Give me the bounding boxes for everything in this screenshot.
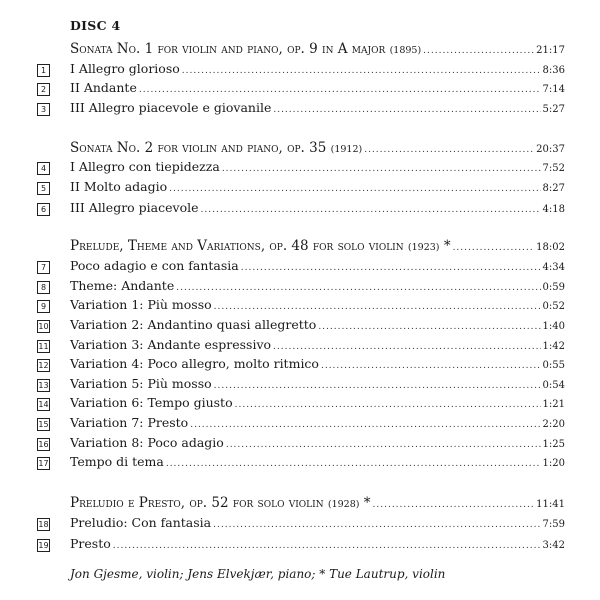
track-duration: 0:54 (542, 380, 565, 391)
track-title: I Allegro con tiepidezza (70, 159, 220, 174)
track-number: 10 (38, 322, 49, 331)
dot-leader (182, 66, 541, 76)
dot-leader (166, 459, 541, 469)
track-number: 17 (38, 459, 49, 468)
track-duration: 0:55 (542, 360, 565, 371)
work-duration: 20:37 (536, 144, 565, 155)
dot-leader (214, 381, 541, 391)
track-number: 15 (38, 420, 49, 429)
track-duration: 1:21 (542, 399, 565, 410)
track-title: Poco adagio e con fantasia (70, 258, 239, 273)
track-row (70, 61, 565, 79)
dot-leader (373, 500, 535, 510)
track-number: 12 (38, 361, 49, 370)
track-number: 8 (37, 281, 50, 294)
track-title: Theme: Andante (70, 278, 175, 293)
track-title: Variation 5: Più mosso (70, 376, 212, 391)
track-duration: 1:25 (542, 439, 565, 450)
track-duration: 1:42 (542, 341, 565, 352)
work-duration: 21:17 (536, 45, 565, 56)
dot-leader (235, 400, 541, 410)
dot-leader (364, 145, 534, 155)
dot-leader (453, 243, 535, 253)
dot-leader (321, 361, 541, 371)
work-heading (70, 238, 565, 256)
track-row (70, 337, 565, 355)
track-number: 16 (38, 440, 49, 449)
track-row (70, 80, 565, 98)
track-number: 9 (37, 300, 50, 313)
track-duration: 5:27 (542, 104, 565, 115)
track-row (70, 356, 565, 374)
dot-leader (213, 520, 540, 530)
track-row (70, 297, 565, 315)
track-row (70, 159, 565, 177)
dot-leader (318, 322, 540, 332)
track-title: III Allegro piacevole e giovanile (70, 100, 272, 115)
dot-leader (222, 164, 541, 174)
track-row (70, 278, 565, 296)
track-title: Variation 4: Poco allegro, molto ritmico (70, 356, 319, 371)
track-duration: 7:59 (542, 519, 565, 530)
track-duration: 1:40 (542, 321, 565, 332)
track-duration: 3:42 (542, 540, 565, 551)
track-title: II Molto adagio (70, 179, 168, 194)
work-title: Preludio e Presto, op. 52 for solo violin (1928) * (70, 495, 371, 511)
track-row (70, 454, 565, 472)
track-title: Variation 8: Poco adagio (70, 435, 224, 450)
track-title: Variation 6: Tempo giusto (70, 395, 233, 410)
track-duration: 0:59 (542, 282, 565, 293)
work-title: Sonata No. 2 for violin and piano, op. 35 (1912) (70, 140, 363, 156)
track-number: 1 (37, 64, 50, 77)
dot-leader (169, 184, 540, 194)
track-row (70, 317, 565, 335)
track-row (70, 179, 565, 197)
track-row (70, 515, 565, 533)
dot-leader (241, 263, 541, 273)
track-title: Preludio: Con fantasia (70, 515, 212, 530)
track-number: 6 (37, 203, 50, 216)
disc-label: DISC 4 (70, 18, 121, 33)
track-number: 4 (37, 162, 50, 175)
track-title: I Allegro glorioso (70, 61, 180, 76)
track-title: III Allegro piacevole (70, 200, 199, 215)
track-row (70, 415, 565, 433)
track-number: 3 (37, 103, 50, 116)
dot-leader (190, 420, 540, 430)
track-number: 18 (38, 520, 49, 529)
track-number: 7 (37, 261, 50, 274)
dot-leader (226, 440, 541, 450)
track-number: 13 (38, 381, 49, 390)
track-duration: 0:52 (542, 301, 565, 312)
work-heading (70, 41, 565, 59)
dot-leader (139, 85, 541, 95)
track-number: 14 (38, 400, 49, 409)
track-row (70, 536, 565, 554)
work-duration: 11:41 (536, 499, 565, 510)
track-number: 19 (38, 541, 49, 550)
track-row (70, 258, 565, 276)
track-title: Variation 7: Presto (70, 415, 189, 430)
work-heading (70, 495, 565, 513)
dot-leader (201, 205, 541, 215)
track-duration: 1:20 (542, 458, 565, 469)
track-duration: 2:20 (542, 419, 565, 430)
dot-leader (273, 105, 540, 115)
dot-leader (273, 342, 540, 352)
track-number: 11 (38, 342, 49, 351)
track-title: Presto (70, 536, 111, 551)
dot-leader (423, 46, 534, 56)
track-row (70, 100, 565, 118)
dot-leader (214, 302, 541, 312)
track-row (70, 395, 565, 413)
track-number: 5 (37, 182, 50, 195)
track-duration: 4:34 (542, 262, 565, 273)
track-row (70, 200, 565, 218)
track-title: II Andante (70, 80, 137, 95)
track-title: Variation 2: Andantino quasi allegretto (70, 317, 317, 332)
dot-leader (176, 283, 540, 293)
track-duration: 7:52 (542, 163, 565, 174)
dot-leader (113, 541, 541, 551)
work-duration: 18:02 (536, 242, 565, 253)
track-row (70, 376, 565, 394)
track-title: Variation 1: Più mosso (70, 297, 212, 312)
work-heading (70, 140, 565, 158)
work-title: Sonata No. 1 for violin and piano, op. 9 in A major (1895) (70, 41, 422, 57)
track-duration: 7:14 (542, 84, 565, 95)
track-duration: 8:36 (542, 65, 565, 76)
performer-credits: Jon Gjesme, violin; Jens Elvekjær, piano; * Tue Lautrup, violin (70, 567, 446, 581)
track-row (70, 435, 565, 453)
track-title: Tempo di tema (70, 454, 164, 469)
track-duration: 8:27 (542, 183, 565, 194)
work-title: Prelude, Theme and Variations, op. 48 for solo violin (1923) * (70, 238, 451, 254)
track-title: Variation 3: Andante espressivo (70, 337, 272, 352)
track-duration: 4:18 (542, 204, 565, 215)
track-number: 2 (37, 83, 50, 96)
